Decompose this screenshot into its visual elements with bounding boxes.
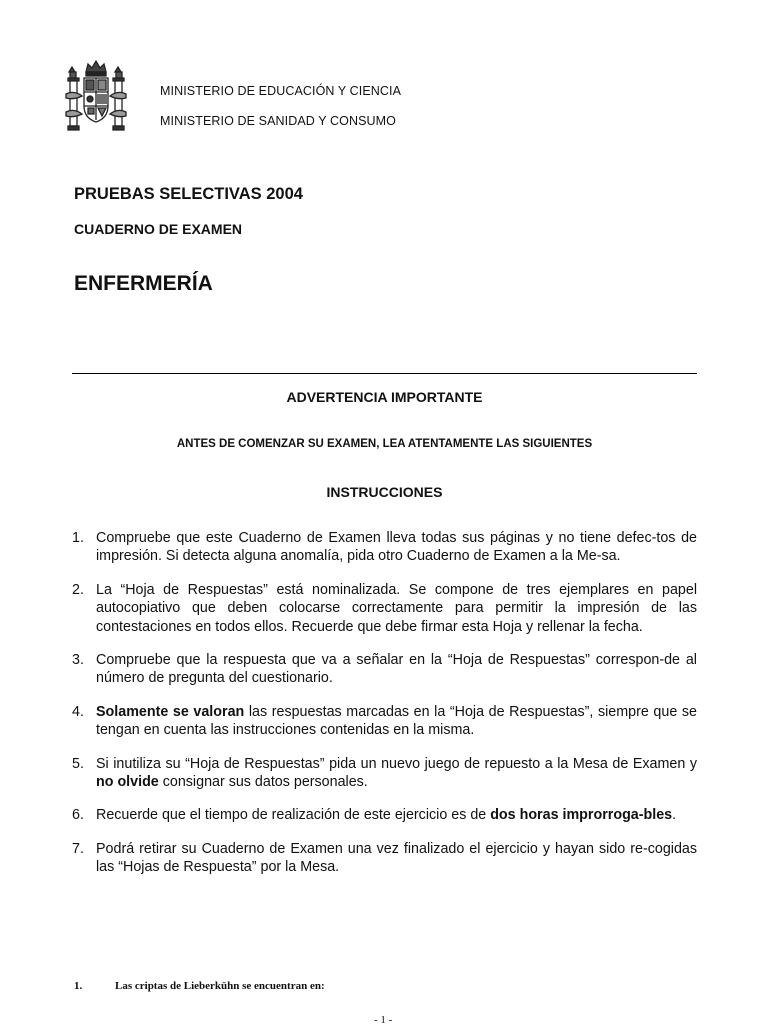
instruction-number: 5.	[72, 755, 84, 772]
instruction-emphasis: no olvide	[96, 774, 159, 791]
warning-heading: ADVERTENCIA IMPORTANTE	[286, 389, 483, 405]
instruction-emphasis: dos horas improrroga-bles	[490, 807, 673, 824]
instruction-fragment: Si inutiliza su “Hoja de Respuestas” pida un nuevo juego de repuesto a la Mesa de Examen y	[96, 755, 697, 772]
coat-of-arms-icon	[64, 58, 128, 142]
instruction-number: 7.	[72, 840, 84, 857]
instruction-item	[72, 755, 697, 792]
instruction-number: 1.	[72, 530, 84, 546]
instruction-text	[96, 651, 697, 688]
instruction-fragment: las respuestas marcadas en la “Hoja de Respuestas”, siempre que se tengan en cuenta las instrucciones contenidas en la misma.	[96, 703, 697, 739]
instruction-fragment: consignar sus datos personales.	[158, 774, 368, 791]
before-starting-text: ANTES DE COMENZAR SU EXAMEN, LEA ATENTAMENTE LAS SIGUIENTES	[176, 438, 593, 450]
instruction-text	[96, 806, 697, 824]
instruction-text	[96, 840, 697, 877]
instructions-list	[72, 529, 697, 892]
instructions-heading: INSTRUCCIONES	[326, 484, 443, 500]
exam-subtitle: CUADERNO DE EXAMEN	[74, 221, 243, 237]
horizontal-divider	[72, 373, 697, 374]
instruction-number: 3.	[72, 652, 84, 669]
instruction-item	[72, 529, 697, 566]
instruction-fragment: Compruebe que este Cuaderno de Examen lleva todas sus páginas y no tiene defec-tos de impresión. Si detecta alguna anomalía, pida otro Cuaderno de Examen a la Me-sa.	[96, 530, 697, 565]
instruction-fragment: Recuerde que el tiempo de realización de este ejercicio es de	[96, 807, 491, 824]
instruction-text	[96, 703, 697, 740]
instruction-item	[72, 581, 697, 636]
ministry-health-label: MINISTERIO DE SANIDAD Y CONSUMO	[160, 114, 397, 128]
instruction-text	[96, 755, 697, 792]
question-text: Las criptas de Lieberkühn se encuentran en:	[115, 980, 325, 992]
instruction-text	[96, 529, 697, 566]
instruction-emphasis: Solamente se valoran	[96, 703, 245, 720]
instruction-fragment: Podrá retirar su Cuaderno de Examen una vez finalizado el ejercicio y hayan sido re-cogidas las “Hojas de Respuesta” por la Mesa.	[96, 840, 697, 876]
exam-title: PRUEBAS SELECTIVAS 2004	[74, 185, 303, 203]
instruction-number: 6.	[72, 807, 84, 824]
instruction-fragment: La “Hoja de Respuestas” está nominalizada. Se compone de tres ejemplares en papel autocopiativo que deben colocarse correctamente para permitir la impresión de las contestaciones en todos ellos. Recuerde que debe firmar esta Hoja y rellenar la fecha.	[96, 581, 697, 635]
instruction-number: 2.	[72, 581, 84, 598]
instruction-fragment: Compruebe que la respuesta que va a señalar en la “Hoja de Respuestas” correspon-de al número de pregunta del cuestionario.	[96, 652, 697, 687]
instruction-number: 4.	[72, 703, 84, 720]
instruction-item	[72, 703, 697, 740]
instruction-item	[72, 840, 697, 877]
question-number: 1.	[74, 980, 83, 992]
page-number: - 1 -	[374, 1014, 393, 1026]
exam-subject: ENFERMERÍA	[74, 272, 213, 295]
ministry-education-label: MINISTERIO DE EDUCACIÓN Y CIENCIA	[160, 84, 402, 98]
instruction-fragment: .	[672, 807, 677, 824]
instruction-text	[96, 581, 697, 636]
instruction-item	[72, 806, 697, 824]
instruction-item	[72, 651, 697, 688]
